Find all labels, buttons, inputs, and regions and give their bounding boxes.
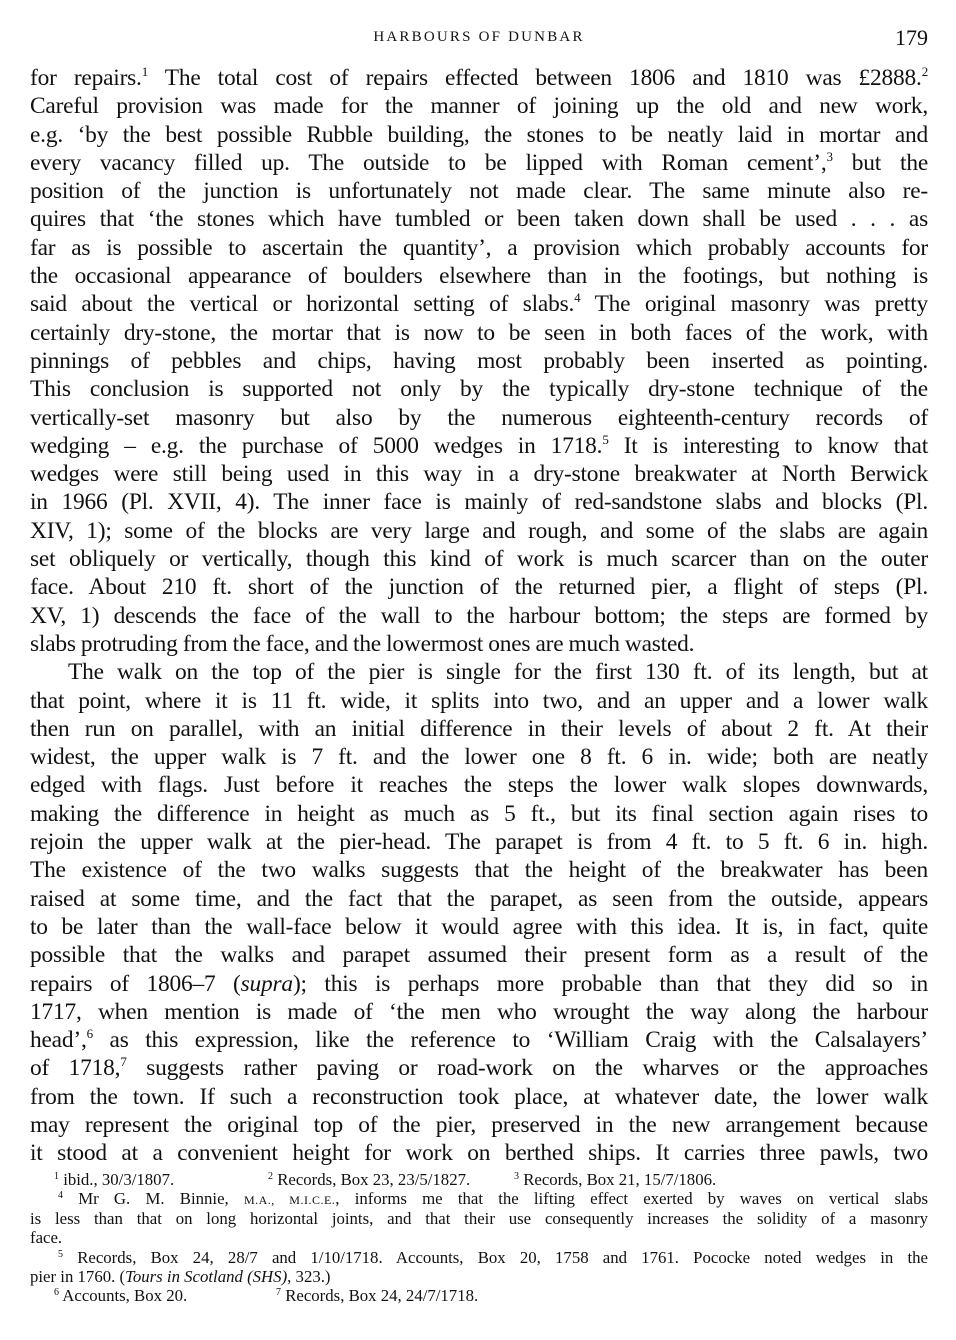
footnote-marker: 6 bbox=[54, 1287, 59, 1299]
text-line bbox=[30, 998, 928, 1026]
text-segment: vertically-set masonry but also by the numerous eighteenth-century records of bbox=[30, 404, 928, 431]
text-line bbox=[30, 743, 928, 771]
footnote-reference: 4 bbox=[574, 290, 581, 306]
text-line bbox=[30, 234, 928, 262]
italic-text: supra bbox=[240, 970, 293, 997]
footnote-reference: 6 bbox=[86, 1026, 93, 1042]
text-line bbox=[30, 970, 928, 998]
footnote-text: Records, Box 23, 23/5/1827. bbox=[277, 1170, 471, 1189]
text-segment: to be later than the wall-face below it would agree with this idea. It is, in fact, quite bbox=[30, 913, 928, 940]
footnote-text: Accounts, Box 20. bbox=[62, 1286, 188, 1306]
text-segment: as this expression, like the reference to ‘William Craig with the Calsalayers’ bbox=[92, 1027, 928, 1054]
text-segment: 1717, when mention is made of ‘the men who wrought the way along the harbour bbox=[30, 998, 928, 1025]
text-segment: The total cost of repairs effected between 1806 and 1810 was £2888. bbox=[148, 65, 922, 91]
text-segment: It is interesting to know that bbox=[608, 432, 928, 459]
text-line bbox=[30, 941, 928, 969]
footnote-reference: 3 bbox=[826, 148, 833, 164]
text-line bbox=[30, 715, 928, 743]
text-line bbox=[30, 205, 928, 233]
footnote-4 bbox=[30, 1189, 928, 1208]
text-segment: edged with flags. Just before it reaches the steps the lower walk slopes downwards, bbox=[30, 772, 928, 799]
text-line bbox=[30, 319, 928, 347]
text-line bbox=[30, 856, 928, 884]
footnote-citation: Tours in Scotland (SHS) bbox=[125, 1266, 288, 1286]
footnote-reference: 5 bbox=[602, 431, 609, 447]
body-text bbox=[30, 64, 928, 1168]
text-segment: every vacancy filled up. The outside to be lipped with Roman cement’, bbox=[30, 149, 827, 176]
footnote-reference: 7 bbox=[120, 1054, 127, 1070]
text-segment: certainly dry-stone, the mortar that is now to be seen in both faces of the work, with bbox=[30, 319, 928, 346]
text-line bbox=[30, 687, 928, 715]
text-segment: XV, 1) descends the face of the wall to the harbour bottom; the steps are formed by bbox=[30, 602, 928, 629]
text-segment: raised at some time, and the fact that the parapet, as seen from the outside, appears bbox=[30, 885, 928, 912]
text-segment: from the town. If such a reconstruction took place, at whatever date, the lower walk bbox=[30, 1083, 928, 1110]
text-segment: but the bbox=[832, 149, 928, 176]
footnote-marker: 2 bbox=[268, 1171, 273, 1182]
footnote-row-1-3 bbox=[30, 1170, 928, 1189]
text-line bbox=[30, 517, 928, 545]
text-segment: in 1966 (Pl. XVII, 4). The inner face is mainly of red-sandstone slabs and blocks (Pl. bbox=[30, 489, 928, 516]
text-segment: that point, where it is 11 ft. wide, it splits into two, and an upper and a lower walk bbox=[30, 687, 928, 714]
running-title: HARBOURS OF DUNBAR bbox=[373, 29, 585, 45]
text-line bbox=[30, 149, 928, 177]
text-segment: position of the junction is unfortunately not made clear. The same minute also re- bbox=[30, 178, 928, 205]
text-segment: possible that the walks and parapet assumed their present form as a result of the bbox=[30, 942, 928, 969]
footnote-marker: 7 bbox=[276, 1287, 281, 1299]
text-segment: making the difference in height as much as 5 ft., but its final section again rises to bbox=[30, 800, 928, 827]
text-line bbox=[30, 545, 928, 573]
footnote-marker: 1 bbox=[54, 1171, 59, 1182]
page-number: 179 bbox=[895, 25, 928, 50]
footnote-marker: 3 bbox=[514, 1171, 519, 1182]
footnote-3 bbox=[514, 1170, 716, 1189]
text-line bbox=[30, 630, 928, 658]
footnote-qualifications: M.A., M.I.C.E. bbox=[243, 1193, 336, 1208]
text-segment: The original masonry was pretty bbox=[580, 291, 928, 318]
text-segment: wedges were still being used in this way in a dry-stone breakwater at North Berwick bbox=[30, 461, 928, 488]
text-segment: quires that ‘the stones which have tumbled or been taken down shall be used . . . as bbox=[30, 206, 928, 233]
text-line bbox=[30, 1054, 928, 1082]
text-line bbox=[30, 404, 928, 432]
text-segment: suggests rather paving or road-work on the wharves or the approaches bbox=[126, 1055, 928, 1082]
text-line bbox=[30, 1139, 928, 1167]
text-segment: head’, bbox=[30, 1027, 87, 1054]
footnote-text: Records, Box 24, 28/7 and 1/10/1718. Accounts, Box 20, 1758 and 1761. Pococke noted wedges in the bbox=[77, 1247, 928, 1267]
text-line bbox=[30, 64, 928, 92]
text-segment: slabs protruding from the face, and the lowermost ones are much wasted. bbox=[30, 630, 695, 657]
text-line bbox=[30, 800, 928, 828]
footnotes bbox=[30, 1170, 928, 1306]
text-line bbox=[30, 432, 928, 460]
text-line bbox=[30, 347, 928, 375]
text-segment: far as is possible to ascertain the quantity’, a provision which probably accounts for bbox=[30, 234, 928, 261]
text-segment: rejoin the upper walk at the pier-head. The parapet is from 4 ft. to 5 ft. 6 in. high. bbox=[30, 829, 928, 856]
footnote-reference: 2 bbox=[921, 64, 928, 79]
text-line bbox=[30, 573, 928, 601]
text-line bbox=[30, 828, 928, 856]
text-line bbox=[30, 771, 928, 799]
text-segment: XIV, 1); some of the blocks are very large and rough, and some of the slabs are again bbox=[30, 517, 928, 544]
footnote-1 bbox=[54, 1170, 268, 1189]
text-line bbox=[30, 658, 928, 686]
footnote-text: Records, Box 21, 15/7/1806. bbox=[523, 1170, 717, 1189]
text-line bbox=[30, 1083, 928, 1111]
text-segment: This conclusion is supported not only by the typically dry-stone technique of the bbox=[30, 376, 928, 403]
footnote-4-end: face. bbox=[30, 1228, 63, 1248]
text-segment: may represent the original top of the pier, preserved in the new arrangement because bbox=[30, 1111, 928, 1138]
text-segment: it stood at a convenient height for work on berthed ships. It carries three pawls, two bbox=[30, 1140, 928, 1167]
footnote-reference: 1 bbox=[141, 64, 149, 79]
text-segment: of 1718, bbox=[30, 1055, 121, 1082]
footnote-text: pier in 1760. ( bbox=[30, 1266, 126, 1286]
footnote-row-6-7 bbox=[30, 1286, 928, 1305]
text-line bbox=[30, 177, 928, 205]
text-line bbox=[30, 885, 928, 913]
text-line bbox=[30, 913, 928, 941]
footnote-5-cont bbox=[30, 1267, 928, 1286]
footnote-2 bbox=[268, 1170, 514, 1189]
text-line bbox=[30, 375, 928, 403]
text-line bbox=[30, 488, 928, 516]
text-segment: pinnings of pebbles and chips, having most probably been inserted as pointing. bbox=[30, 347, 928, 374]
text-segment: The walk on the top of the pier is single for the first 130 ft. of its length, but at bbox=[68, 659, 928, 686]
footnote-text: Mr G. M. Binnie, bbox=[78, 1189, 244, 1209]
footnote-text: , 323.) bbox=[287, 1266, 331, 1286]
text-segment: repairs of 1806–7 ( bbox=[30, 970, 241, 997]
text-segment: wedging – e.g. the purchase of 5000 wedges in 1718. bbox=[30, 432, 603, 459]
text-segment: The existence of the two walks suggests that the height of the breakwater has been bbox=[30, 857, 928, 884]
footnote-text: Records, Box 24, 24/7/1718. bbox=[285, 1286, 479, 1306]
text-segment: set obliquely or vertically, though this kind of work is much scarcer than on the outer bbox=[30, 546, 928, 573]
text-line bbox=[30, 262, 928, 290]
footnote-marker: 5 bbox=[58, 1248, 63, 1260]
footnote-marker: 4 bbox=[58, 1190, 63, 1202]
footnote-7 bbox=[276, 1286, 478, 1305]
footnote-6 bbox=[54, 1286, 276, 1305]
text-line bbox=[30, 602, 928, 630]
text-segment: widest, the upper walk is 7 ft. and the lower one 8 ft. 6 in. wide; both are neatly bbox=[30, 744, 928, 771]
text-segment: said about the vertical or horizontal setting of slabs. bbox=[30, 291, 575, 318]
running-header bbox=[30, 27, 928, 53]
text-line bbox=[30, 460, 928, 488]
footnote-4-cont: is less than that on long horizontal joints, and that their use consequently increases the solidity of a masonry bbox=[30, 1208, 928, 1228]
text-segment: the occasional appearance of boulders elsewhere than in the footings, but nothing is bbox=[30, 263, 928, 290]
text-line bbox=[30, 290, 928, 318]
footnote-text: , informs me that the lifting effect exerted by waves on vertical slabs bbox=[335, 1189, 929, 1209]
text-line bbox=[30, 1111, 928, 1139]
text-segment: then run on parallel, with an initial difference in their levels of about 2 ft. At their bbox=[30, 715, 928, 742]
text-line bbox=[30, 121, 928, 149]
text-line bbox=[30, 92, 928, 120]
footnote-text: ibid., 30/3/1807. bbox=[63, 1170, 175, 1189]
footnote-5 bbox=[30, 1248, 928, 1267]
text-segment: for repairs. bbox=[30, 65, 142, 91]
text-segment: ); this is perhaps more probable than that they did so in bbox=[292, 970, 928, 997]
text-line bbox=[30, 1026, 928, 1054]
text-segment: Careful provision was made for the manner of joining up the old and new work, bbox=[30, 93, 928, 120]
text-segment: face. About 210 ft. short of the junction of the returned pier, a flight of steps (Pl. bbox=[30, 574, 928, 601]
text-segment: e.g. ‘by the best possible Rubble building, the stones to be neatly laid in mortar and bbox=[30, 121, 928, 148]
